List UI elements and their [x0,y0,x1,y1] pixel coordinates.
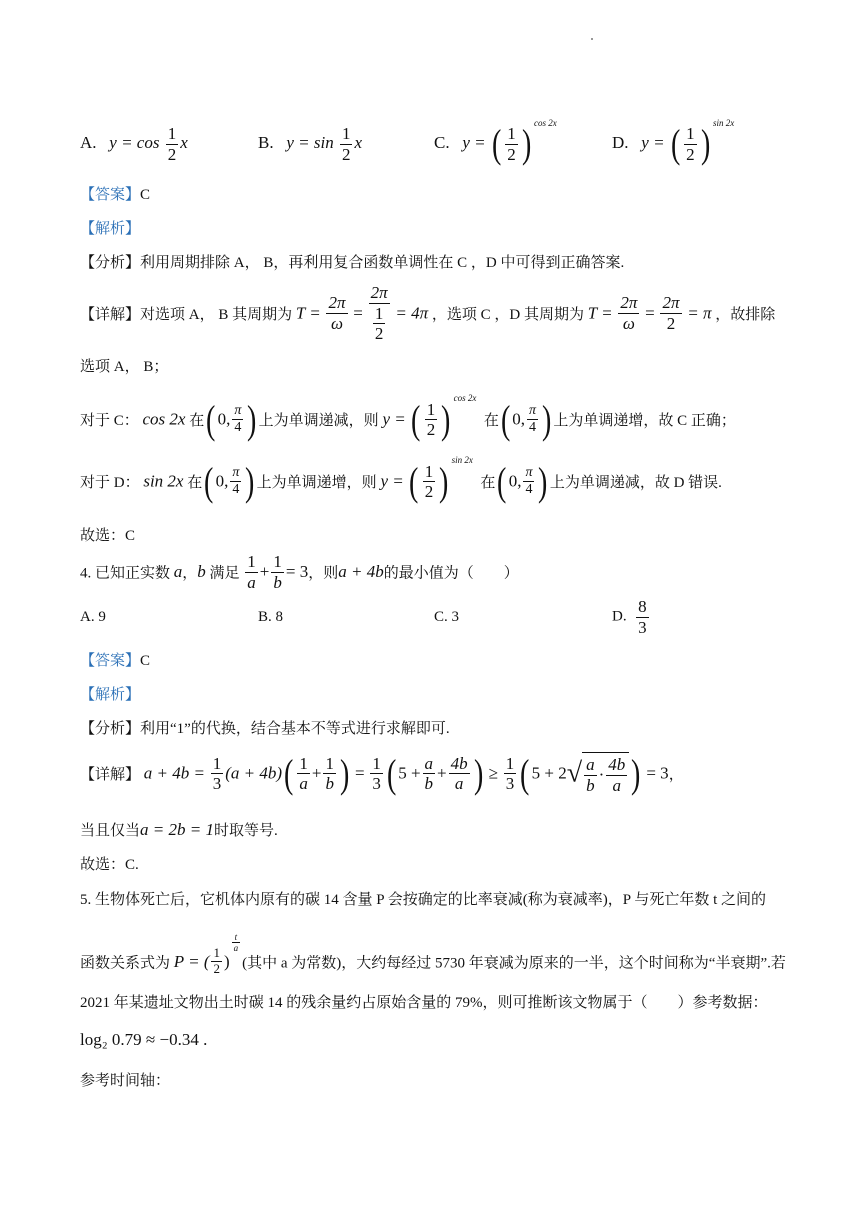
numerator: a [424,753,434,773]
denominator: 2 [374,324,384,344]
denominator: a [233,943,239,954]
interval-start: 0, [512,409,525,429]
denominator: 2 [666,313,676,333]
fraction [166,124,179,164]
q4-option-c [434,609,459,626]
q5-line5 [80,1069,170,1090]
fenxi-text: 利用周期排除 A， B，再利用复合函数单调性在 C ，D 中可得到正确答案. [140,255,625,271]
option-label: D. [612,133,629,152]
scan-speck [591,38,593,40]
left-paren: ( [491,121,502,167]
right-paren: ) [631,750,641,796]
geq: ≥ [488,763,499,783]
right-paren: ) [247,396,257,442]
choice-text: 故选：C. [80,857,139,873]
times: · [598,765,605,785]
case-func: sin 2x [143,471,184,491]
q3-answer [80,183,150,204]
separator: ， [182,565,198,582]
fraction [326,293,347,333]
exponent-fraction [232,932,241,954]
numerator: 2π [370,283,388,302]
case-func: cos 2x [142,409,186,429]
denominator: b [586,775,595,795]
right-paren: ) [538,458,548,504]
var-a: a [173,562,183,582]
numerator: 1 [247,552,256,571]
q4-option-d [612,597,651,637]
q3-xiangjie-line2 [80,355,168,376]
when-text: 当且仅当 [80,823,141,839]
left-paren: ( [520,750,530,796]
numerator: π [527,403,538,420]
numerator: π [523,465,534,482]
equals: = [355,763,365,783]
left-paren: ( [500,396,511,442]
exponent: cos 2x [453,393,477,403]
fraction [245,552,258,592]
case-func: y = [382,409,406,429]
analysis-tag: 【解析】 [80,221,141,237]
fraction [505,124,518,164]
fraction [340,124,353,164]
numerator: 4b [608,755,626,774]
case-text: 在 [187,475,203,492]
period-result: = π [687,303,712,323]
option-label: C. [434,133,450,152]
q4-option-a [80,609,106,626]
right-paren: ) [339,750,350,796]
denominator: ω [622,313,635,333]
fraction [660,293,681,333]
comma: ， [668,767,684,784]
plus: + [437,763,447,783]
var-b: b [197,562,206,582]
option-text: y = [641,133,665,152]
fraction [423,754,436,794]
q4-fenxi [80,717,450,738]
denominator: 2 [426,420,436,440]
q3-case-d [80,455,722,502]
exponent: cos 2x [534,118,557,128]
xiangjie-tag: 【详解】 [80,306,141,323]
option-a [80,124,188,164]
fenxi-text: 利用“1”的代换，结合基本不等式进行求解即可. [140,721,450,737]
fraction [425,400,438,440]
denominator: a [247,572,256,592]
denominator: 3 [372,774,381,794]
exponent: sin 2x [712,118,735,128]
period-symbol: T = [587,303,613,323]
q4-choice [80,853,139,874]
lhs: a + 4b = [143,763,205,783]
fraction [211,946,222,977]
option-c [434,118,557,167]
sqrt [567,752,630,795]
answer-tag: 【答案】 [80,653,141,669]
stem-text: ，则 [308,565,339,582]
option-label: B. [258,132,274,152]
right-paren: ) [521,121,532,167]
fraction [523,465,534,498]
fraction [606,755,627,795]
fraction [449,754,470,794]
right-paren: ) [439,458,449,504]
stem-text: 2021 年某遗址文物出土时碳 14 的残余量约占原始含量的 79%，则可推断该文物属于（ ）参考数据： [80,995,768,1011]
exponent: sin 2x [451,455,473,465]
left-paren: ( [497,458,507,504]
term: 5 + [398,763,421,783]
numerator: π [232,403,243,420]
case-label: 对于 C： [80,413,139,430]
denominator: a [454,774,464,794]
left-paren: ( [411,396,421,442]
numerator: 1 [505,753,515,773]
equals: = [353,303,363,323]
numerator: 1 [424,461,434,481]
denominator: b [273,572,282,592]
interval-start: 0, [215,471,229,491]
fraction [504,754,517,794]
xiangjie-text: 对选项 A， B 其周期为 [140,306,293,323]
fraction [297,754,310,794]
denominator: 2 [341,144,351,164]
xiangjie-text: 选项 A， B； [80,359,169,375]
q3-fenxi [80,251,624,272]
choice-text: 故选：C [80,528,136,544]
period-result: = 4π [395,303,429,323]
term: 5 + 2 [531,763,567,783]
formula-close: ) [223,951,230,971]
fraction [271,552,284,592]
answer-tag: 【答案】 [80,187,141,203]
option-d [612,118,735,167]
fraction [230,465,241,498]
fraction [618,293,639,333]
radical-sign: √ [566,757,583,789]
equals: = [645,303,655,323]
option-text: y = sin [286,132,334,152]
fraction [423,462,436,502]
case-text: 在 [480,475,496,492]
q4-xiangjie [80,752,684,795]
q3-case-c [80,393,736,440]
denominator: 2 [424,482,434,502]
fraction [527,403,538,436]
when-expr: a = 2b = 1 [140,820,214,839]
q3-xiangjie [80,283,775,344]
analysis-tag: 【解析】 [80,687,141,703]
fraction [211,754,224,794]
right-paren: ) [541,396,552,442]
left-paren: ( [204,458,214,504]
case-text: 上为单调递减，故 D 错误. [549,475,722,492]
numerator: 1 [273,552,282,571]
case-text: 上为单调递增，则 [256,475,377,492]
case-label: 对于 D： [80,475,140,492]
plus: + [311,763,322,783]
q5-line2 [80,932,786,977]
denominator: a [299,774,308,794]
left-paren: ( [670,121,681,167]
expression: a + 4b [338,562,384,582]
fraction [636,597,649,637]
option-text: y = [462,133,486,152]
option-text: D. [612,608,627,625]
fraction [323,754,336,794]
option-label: A. [80,132,97,152]
numerator: 1 [299,753,308,773]
numerator: 1 [372,753,381,773]
xiangjie-text: ，故排除 [715,306,776,323]
fraction [373,304,386,344]
factor: (a + 4b) [225,763,283,783]
stem-text: 4. 已知正实数 [80,565,171,582]
fraction [370,754,383,794]
q4-analysis [80,683,140,704]
answer-value: C [140,653,151,669]
q4-answer [80,649,150,670]
denominator: 2 [167,144,177,164]
q5-line4 [80,1030,207,1050]
right-paren: ) [245,458,255,504]
left-paren: ( [409,458,419,504]
numerator: 1 [325,753,334,773]
denominator: 2 [213,961,220,977]
numerator: 1 [686,124,695,144]
equals-three: = 3 [285,562,309,582]
numerator: 8 [638,597,647,616]
radicand [582,752,629,795]
fraction [232,403,243,436]
q5-line3 [80,991,768,1012]
case-text: 在 [483,413,499,430]
denominator: a [612,775,622,795]
numerator: t [232,932,241,943]
numerator: 4b [450,753,468,773]
option-var: x [180,132,188,152]
stem-text: 满足 [209,565,240,582]
option-text: A. 9 [80,609,106,625]
numerator: 2π [328,293,346,313]
case-text: 上为单调递减，则 [258,413,379,430]
q4-stem [80,552,519,592]
when-text: 时取等号. [213,823,278,839]
stem-text: (其中 a 为常数)，大约每经过 5730 年衰减为原来的一半，这个时间称为“半衰期”.若 [242,955,786,972]
denominator: ω [330,313,343,333]
numerator: a [586,755,595,774]
stem-text: 函数关系式为 [80,955,171,972]
denominator: 4 [525,482,533,498]
case-text: 在 [189,413,205,430]
denominator: 3 [212,774,222,794]
option-text: B. 8 [258,609,284,625]
xiangjie-tag: 【详解】 [80,767,141,784]
denominator: 2 [507,144,516,164]
case-text: 上为单调递增，故 C 正确； [553,413,736,430]
denominator: 4 [232,482,240,498]
right-paren: ) [700,121,710,167]
interval-start: 0, [217,409,231,429]
denominator: 2 [686,144,695,164]
numerator: π [230,465,241,482]
stem-text: 5. 生物体死亡后，它机体内原有的碳 14 含量 P 会按确定的比率衰减(称为衰减率)，P 与死亡年数 t 之间的 [80,892,766,908]
interval-start: 0, [508,471,522,491]
fraction [684,124,697,164]
denominator [369,304,390,344]
stem-text: 参考时间轴： [80,1073,171,1089]
option-var: x [354,132,362,152]
numerator: 1 [507,124,516,144]
right-paren: ) [441,396,451,442]
fraction [369,283,390,344]
numerator: 1 [374,303,384,323]
option-text: C. 3 [434,609,460,625]
left-paren: ( [206,396,216,442]
q4-when [80,819,278,840]
equals-three: = 3 [646,763,669,783]
denominator: 3 [505,774,515,794]
fenxi-tag: 【分析】 [80,721,141,737]
denominator: 4 [234,420,242,436]
numerator: 1 [341,124,351,143]
reference-data: log₂ 0.79 ≈ −0.34 . [80,1030,208,1049]
denominator: b [325,774,334,794]
formula-start: P = ( [173,951,210,971]
q4-option-b [258,609,283,626]
numerator: 1 [212,753,222,773]
plus: + [259,562,270,582]
q5-line1 [80,888,766,909]
denominator: 4 [528,420,536,436]
option-b [258,124,362,164]
left-paren: ( [284,750,294,796]
xiangjie-text: ，选项 C ，D 其周期为 [431,306,584,323]
q3-analysis [80,217,140,238]
fraction [584,755,597,795]
numerator: 2π [662,293,680,313]
denominator: 3 [638,617,647,637]
answer-value: C [140,187,151,203]
left-paren: ( [386,750,397,796]
numerator: 1 [167,124,177,143]
fenxi-tag: 【分析】 [80,255,141,271]
stem-text: 的最小值为（ ） [383,565,519,582]
denominator: b [424,774,434,794]
numerator: 2π [620,293,638,313]
numerator: 1 [213,945,220,961]
q3-choice [80,524,135,545]
right-paren: ) [473,750,483,796]
option-text: y = cos [109,132,160,152]
period-symbol: T = [295,303,321,323]
numerator: 1 [426,399,436,419]
case-func: y = [380,471,404,491]
